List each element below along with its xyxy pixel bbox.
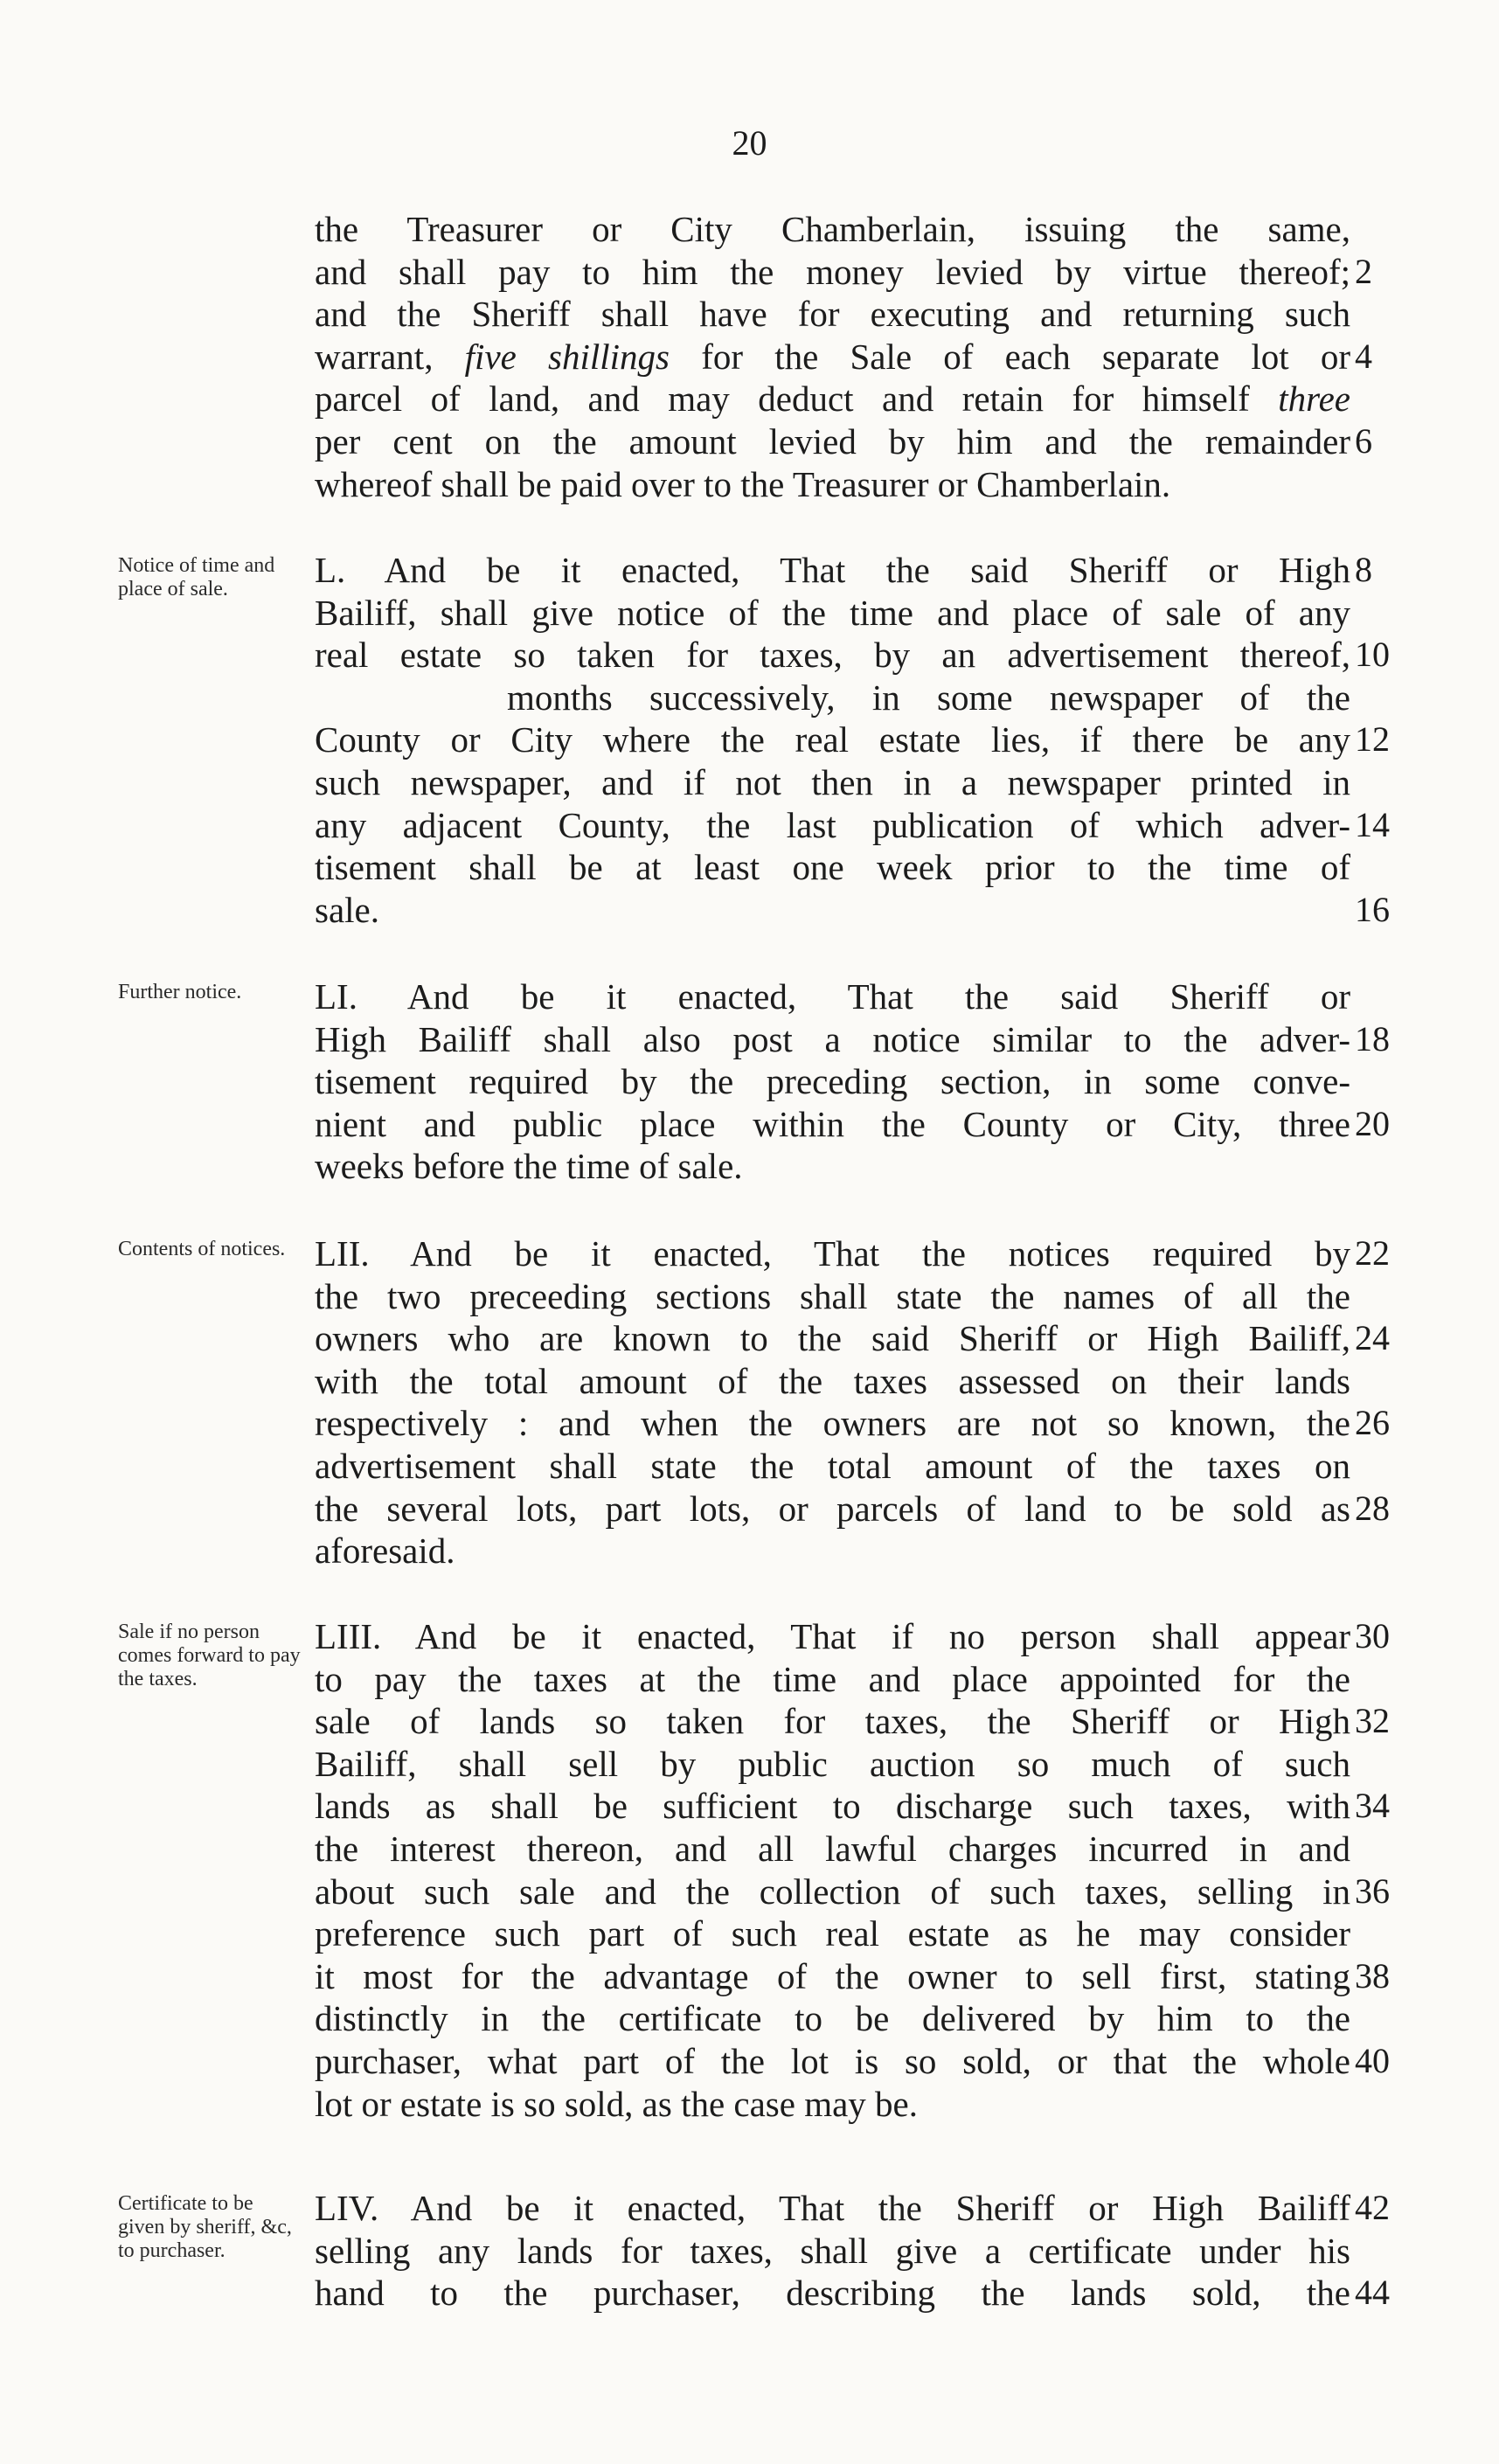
text-segment: tisement shall be at least one week prior to the time of [315,847,1350,887]
text-line [315,889,1350,931]
text-segment: it most for the advantage of the owner to sell first, stating [315,1956,1350,1996]
text-line [315,846,1350,888]
line-number: 22 [1355,1233,1390,1273]
line-number: 6 [1355,421,1372,461]
text-line [315,293,1350,335]
text-segment: the Treasurer or City Chamberlain, issuing the same, [315,209,1350,249]
text-segment: parcel of land, and may deduct and retain for himself [315,378,1279,419]
text-segment: sale of lands so taken for taxes, the Sheriff or High [315,1701,1350,1741]
text-line [315,2040,1350,2082]
text-segment: sale. [315,890,379,930]
text-line [315,378,1350,420]
text-line [315,677,1350,718]
text-segment: and the Sheriff shall have for executing and returning such [315,294,1350,334]
text-segment: purchaser, what part of the lot is so sold, or that the whole [315,2041,1350,2081]
text-segment: County or City where the real estate lies, if there be any [315,719,1350,760]
text-line [315,208,1350,250]
text-line [315,975,1350,1017]
line-number: 28 [1355,1489,1390,1528]
text-line [315,1402,1350,1444]
text-segment: about such sale and the collection of such taxes, selling in [315,1871,1350,1912]
text-line [315,634,1350,676]
text-segment: High Bailiff shall also post a notice similar to the adver- [315,1019,1350,1059]
line-number: 36 [1355,1871,1390,1911]
text-line [315,1785,1350,1827]
text-segment: owners who are known to the said Sheriff or High Bailiff, [315,1318,1350,1358]
text-segment: LI. And be it enacted, That the said Sheriff or [315,976,1350,1017]
text-segment: whereof shall be paid over to the Treasurer or Chamberlain. [315,464,1171,504]
text-line [315,1828,1350,1870]
line-number: 8 [1355,550,1372,589]
text-line [315,1103,1350,1145]
line-number: 30 [1355,1616,1390,1655]
text-segment: warrant, [315,337,465,377]
text-line [315,1997,1350,2039]
text-line [315,336,1350,378]
text-segment: aforesaid. [315,1530,455,1571]
line-number: 44 [1355,2273,1390,2312]
text-line [315,1317,1350,1359]
text-segment: LIII. And be it enacted, That if no person shall appear [315,1616,1350,1656]
text-segment: nient and public place within the County or City, three [315,1104,1350,1144]
margin-note: Sale if no person comes forward to pay the taxes. [118,1621,301,1690]
text-segment: the two preceeding sections shall state the names of all the [315,1276,1350,1316]
line-number: 10 [1355,635,1390,674]
text-line [315,251,1350,293]
text-segment: Bailiff, shall give notice of the time and place of sale of any [315,593,1350,633]
line-number: 40 [1355,2041,1390,2080]
text-segment: distinctly in the certificate to be delivered by him to the [315,1998,1350,2038]
italic-text: five shillings [464,337,670,377]
text-segment: respectively : and when the owners are not so known, the [315,1403,1350,1443]
text-line [315,1232,1350,1274]
text-segment: hand to the purchaser, describing the lands sold, the [315,2273,1350,2313]
text-segment: any adjacent County, the last publication of which adver- [315,805,1350,845]
text-line [315,592,1350,634]
text-line [315,1615,1350,1657]
text-segment: the interest thereon, and all lawful charges incurred in and [315,1829,1350,1869]
text-line [315,2272,1350,2314]
text-line [315,463,1350,505]
text-segment: with the total amount of the taxes assessed on their lands [315,1361,1350,1401]
text-segment: LII. And be it enacted, That the notices required by [315,1233,1350,1274]
text-line [315,1360,1350,1402]
text-segment: tisement required by the preceding section, in some conve- [315,1061,1350,1101]
text-segment: per cent on the amount levied by him and the remainder [315,421,1350,462]
text-segment: L. And be it enacted, That the said Sheriff or High [315,550,1350,590]
text-segment: for the Sale of each separate lot or [670,337,1351,377]
line-number: 20 [1355,1104,1390,1143]
text-line [315,1658,1350,1700]
text-line [315,1871,1350,1912]
text-line [315,2083,1350,2125]
text-segment: the several lots, part lots, or parcels of land to be sold as [315,1489,1350,1529]
text-line [315,549,1350,591]
text-segment: and shall pay to him the money levied by virtue thereof; [315,252,1350,292]
text-segment: Bailiff, shall sell by public auction so much of such [315,1744,1350,1784]
text-line [315,2230,1350,2272]
line-number: 38 [1355,1956,1390,1995]
text-segment: selling any lands for taxes, shall give a certificate under his [315,2231,1350,2271]
margin-note: Certificate to be given by sheriff, &c, to purchaser. [118,2192,292,2262]
text-segment: weeks before the time of sale. [315,1146,743,1186]
line-number: 12 [1355,719,1390,759]
margin-note: Further notice. [118,981,242,1003]
text-segment: advertisement shall state the total amount of the taxes on [315,1446,1350,1486]
text-line [315,718,1350,760]
page-number: 20 [732,123,767,163]
text-segment: lands as shall be sufficient to discharge such taxes, with [315,1786,1350,1826]
text-line [315,1275,1350,1317]
text-line [315,1488,1350,1530]
text-segment: to pay the taxes at the time and place appointed for the [315,1659,1350,1699]
text-line [315,1060,1350,1102]
italic-text: three [1278,378,1350,419]
line-number: 14 [1355,805,1390,844]
text-segment: real estate so taken for taxes, by an advertisement thereof, [315,635,1350,675]
text-segment: such newspaper, and if not then in a newspaper printed in [315,762,1350,802]
line-number: 4 [1355,337,1372,376]
text-segment: months successively, in some newspaper of the [507,677,1350,718]
text-line [315,1955,1350,1997]
text-line [315,1018,1350,1060]
margin-note: Notice of time and place of sale. [118,554,275,600]
text-line [315,804,1350,846]
text-line [315,1445,1350,1487]
line-number: 16 [1355,890,1390,929]
text-line [315,1530,1350,1572]
line-number: 2 [1355,252,1372,291]
margin-note: Contents of notices. [118,1238,286,1260]
text-line [315,761,1350,803]
line-number: 26 [1355,1403,1390,1442]
text-line [315,1912,1350,1954]
line-number: 18 [1355,1019,1390,1058]
text-segment: preference such part of such real estate as he may consider [315,1913,1350,1954]
line-number: 32 [1355,1701,1390,1740]
line-number: 42 [1355,2188,1390,2227]
text-line [315,1743,1350,1785]
line-number: 24 [1355,1318,1390,1357]
text-segment: lot or estate is so sold, as the case may be. [315,2084,918,2124]
line-number: 34 [1355,1786,1390,1825]
text-line [315,1145,1350,1187]
text-line [315,2187,1350,2229]
text-segment: LIV. And be it enacted, That the Sheriff or High Bailiff [315,2188,1350,2228]
text-line [315,1700,1350,1742]
text-line [315,420,1350,462]
